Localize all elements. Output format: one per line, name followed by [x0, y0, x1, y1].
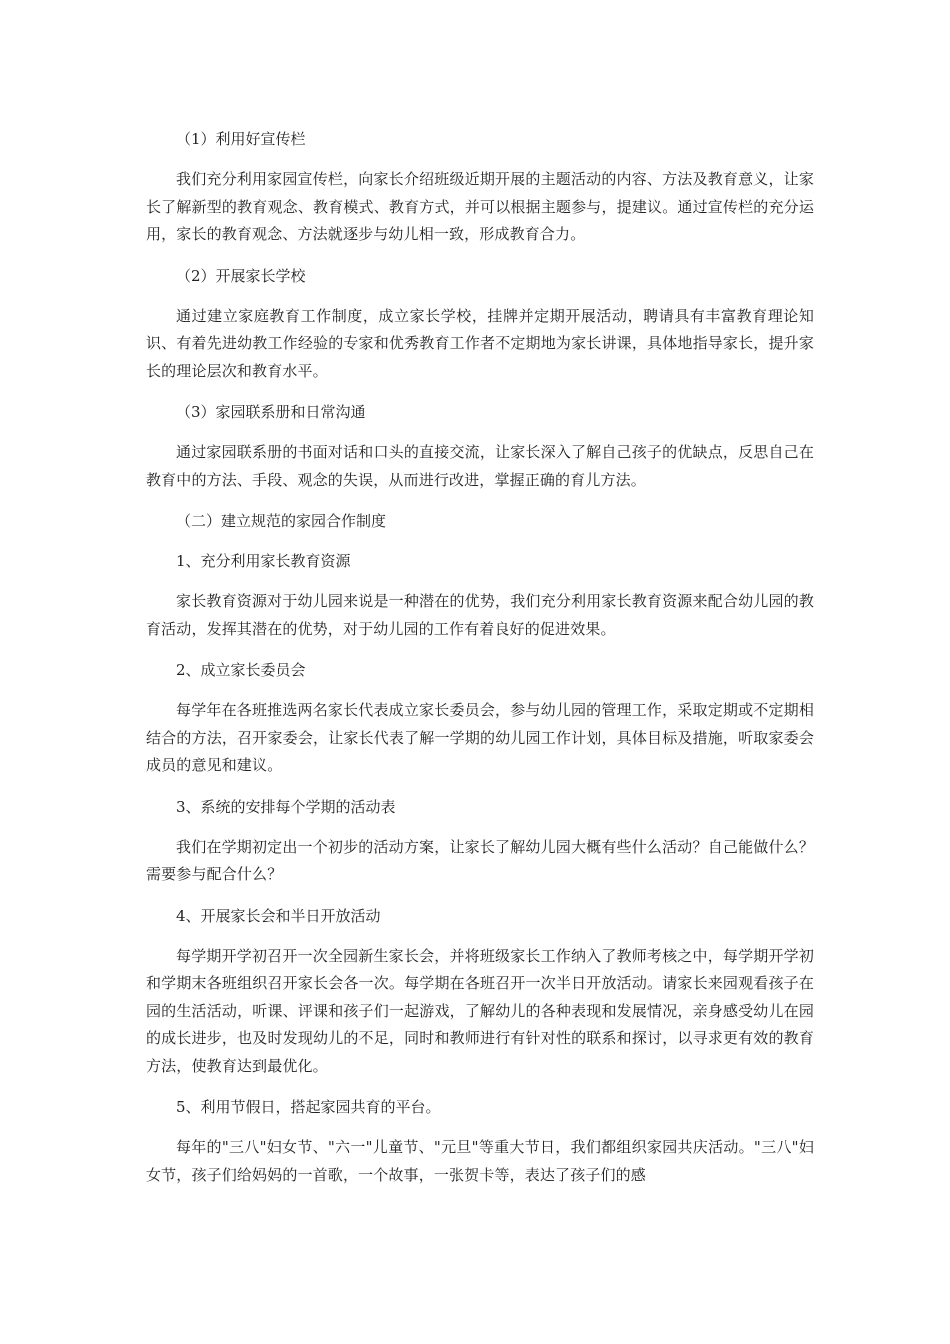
section-heading-parent-school: （2）开展家长学校: [176, 266, 306, 285]
paragraph-parent-school: 通过建立家庭教育工作制度，成立家长学校，挂牌并定期开展活动，聘请具有丰富教育理论知识、有着先进幼教工作经验的专家和优秀教育工作者不定期地为家长讲课，具体地指导家长，提升家长的理论层次和教育水平。: [146, 306, 814, 380]
paragraph-holidays: 每年的"三八"妇女节、"六一"儿童节、"元旦"等重大节日，我们都组织家园共庆活动。"三八"妇女节，孩子们给妈妈的一首歌，一个故事，一张贺卡等，表达了孩子们的感: [146, 1138, 814, 1184]
section-heading-cooperation-system: （二）建立规范的家园合作制度: [176, 512, 387, 530]
paragraph-activity-schedule: 我们在学期初定出一个初步的活动方案，让家长了解幼儿园大概有些什么活动？自己能做什么？需要参与配合什么？: [146, 837, 814, 883]
section-heading-parent-meetings: 4、开展家长会和半日开放活动: [176, 906, 381, 925]
paragraph-bulletin-board: 我们充分利用家园宣传栏，向家长介绍班级近期开展的主题活动的内容、方法及教育意义，让家长了解新型的教育观念、教育模式、教育方式，并可以根据主题参与，提建议。通过宣传栏的充分运用，家长的教育观念、方法就逐步与幼儿相一致，形成教育合力。: [146, 170, 814, 243]
section-heading-parent-resources: 1、充分利用家长教育资源: [176, 552, 351, 570]
section-heading-parent-committee: 2、成立家长委员会: [176, 661, 306, 679]
section-heading-activity-schedule: 3、系统的安排每个学期的活动表: [176, 797, 396, 816]
paragraph-contact-book: 通过家园联系册的书面对话和口头的直接交流，让家长深入了解自己孩子的优缺点，反思自己在教育中的方法、手段、观念的失误，从而进行改进，掌握正确的育儿方法。: [146, 443, 814, 489]
paragraph-parent-committee: 每学年在各班推选两名家长代表成立家长委员会，参与幼儿园的管理工作，采取定期或不定期相结合的方法，召开家委会，让家长代表了解一学期的幼儿园工作计划，具体目标及措施，听取家委会成员的意见和建议。: [146, 701, 814, 774]
section-heading-holidays: 5、利用节假日，搭起家园共育的平台。: [176, 1098, 441, 1116]
section-heading-bulletin-board: （1）利用好宣传栏: [176, 130, 306, 148]
section-heading-contact-book: （3）家园联系册和日常沟通: [176, 403, 366, 421]
document-body: [146, 126, 814, 1203]
paragraph-parent-resources: 家长教育资源对于幼儿园来说是一种潜在的优势，我们充分利用家长教育资源来配合幼儿园的教育活动，发挥其潜在的优势，对于幼儿园的工作有着良好的促进效果。: [146, 592, 814, 638]
paragraph-parent-meetings: 每学期开学初召开一次全园新生家长会，并将班级家长工作纳入了教师考核之中，每学期开学初和学期末各班组织召开家长会各一次。每学期在各班召开一次半日开放活动。请家长来园观看孩子在园的生活活动，听课、评课和孩子们一起游戏，了解幼儿的各种表现和发展情况，亲身感受幼儿在园的成长进步，也及时发现幼儿的不足，同时和教师进行有针对性的联系和探讨，以寻求更有效的教育方法，使教育达到最优化。: [146, 946, 814, 1075]
